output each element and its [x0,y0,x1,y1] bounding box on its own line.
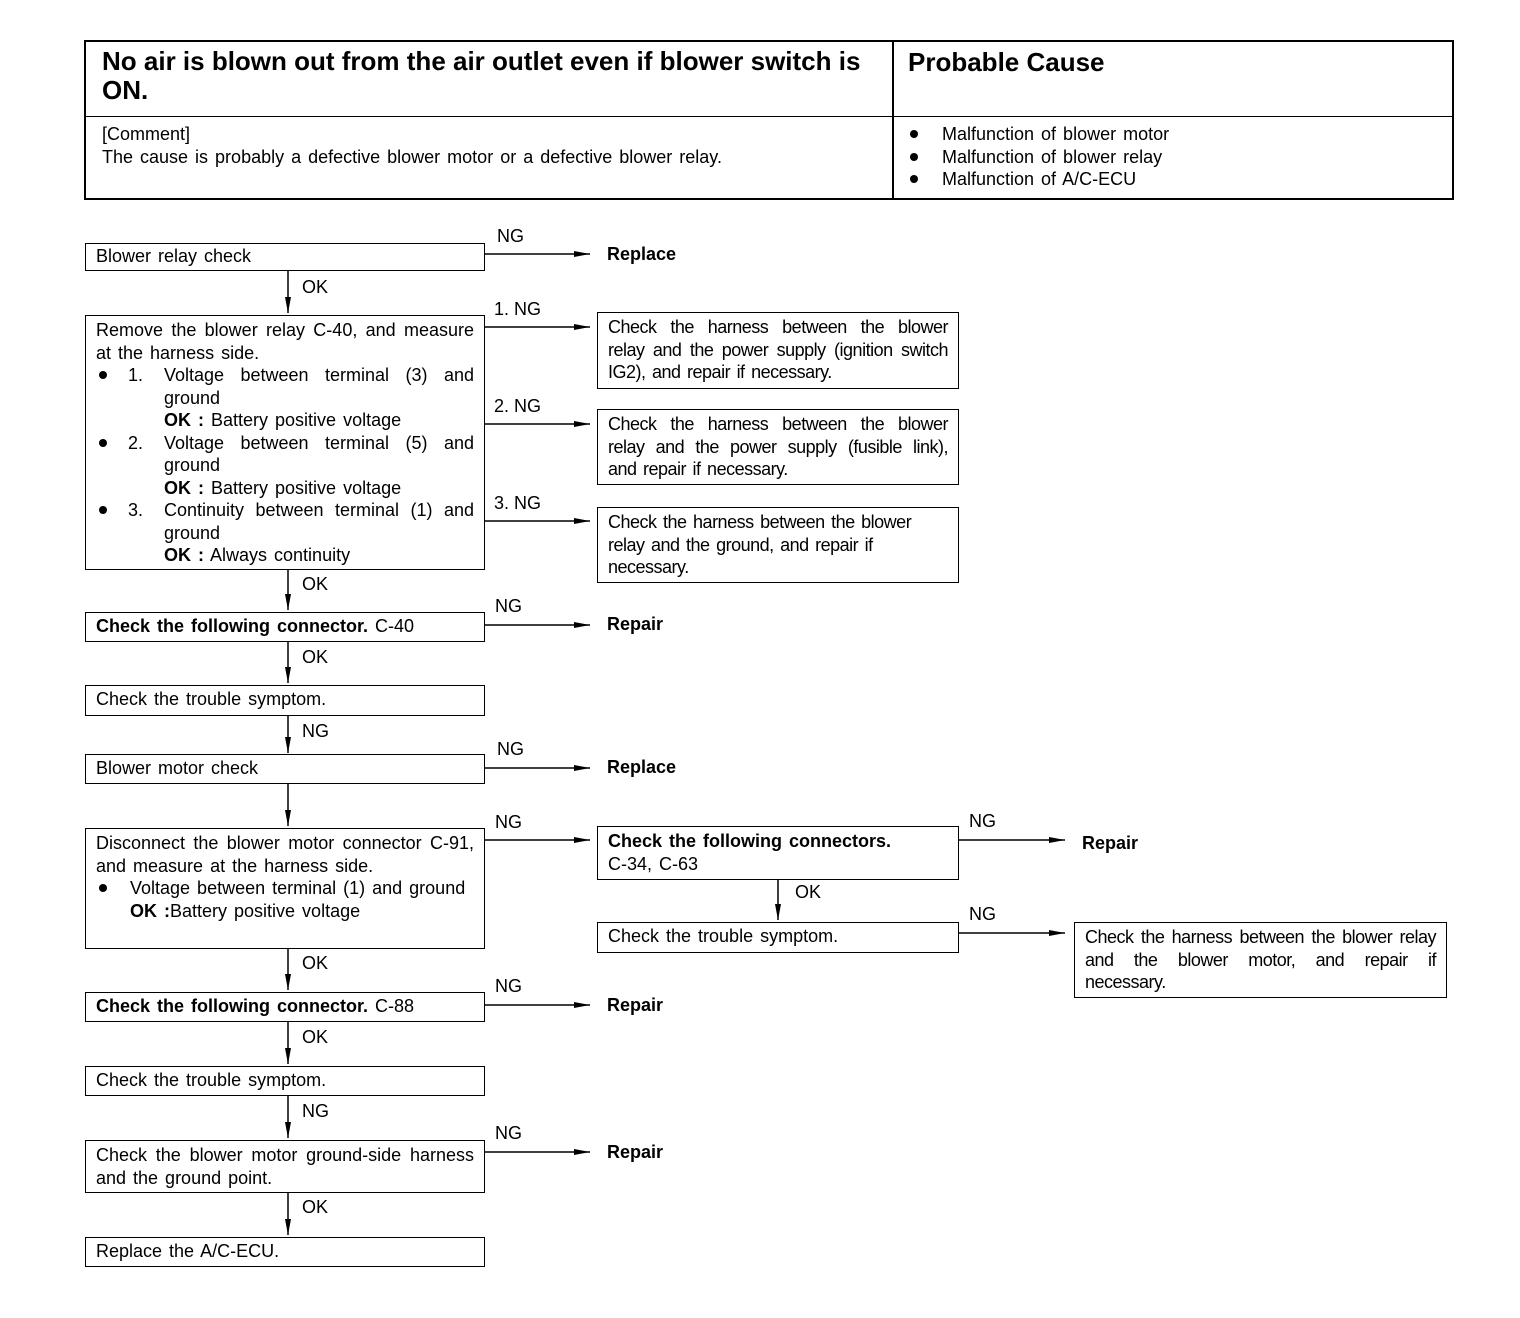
relay-measure-box [85,315,485,570]
connector-check-text: Check the following connector. [96,996,369,1016]
ok-criterion-text: Battery positive voltage [211,477,402,498]
trouble-symptom-box-1: Check the trouble symptom. [85,685,485,716]
replace-result: Replace [607,244,677,264]
comment-label: [Comment] [102,124,191,144]
repair-result: Repair [1082,833,1139,853]
relay-measure-intro: Remove the blower relay C-40, and measure at the harness side. [96,320,474,363]
ok-label: OK [302,1027,329,1047]
ng-label: NG [302,1101,329,1121]
ok-criterion-label: OK : [164,410,204,430]
ok-label: OK [302,1197,329,1217]
connector-check-c40-box [85,612,485,642]
connector-code: C-88 [375,996,415,1016]
replace-result: Replace [607,757,677,777]
connector-codes: C-34, C-63 [608,853,699,874]
ng-label: NG [495,812,522,832]
trouble-symptom-box-3: Check the trouble symptom. [85,1066,485,1096]
repair-result: Repair [607,995,664,1015]
relay-ng2-box: Check the harness between the blower relay and the power supply (fusible link), and repair if necessary. [597,409,959,485]
replace-ecu-box: Replace the A/C-ECU. [85,1237,485,1267]
connectors-check-text: Check the following connectors. [608,831,892,851]
ng-label: NG [497,739,524,759]
repair-result: Repair [607,1142,664,1162]
ok-criterion-label: OK : [164,477,204,498]
ng-label: NG [969,904,996,924]
probable-cause-heading: Probable Cause [908,47,1105,77]
harness-relay-motor-box: Check the harness between the blower relay and the blower motor, and repair if necessary. [1074,922,1447,998]
ok-criterion [96,477,474,500]
repair-result: Repair [607,614,664,634]
ng-label: 3. NG [494,493,542,513]
ok-label: OK [302,574,329,594]
ok-label: OK [302,647,329,667]
ng-label: NG [969,811,996,831]
ng-label: NG [495,596,522,616]
motor-measure-intro: Disconnect the blower motor connector C-91, and measure at the harness side. [96,833,474,876]
item-number: 2. [128,432,144,453]
ok-criterion [96,544,474,567]
ok-label: OK [302,277,329,297]
ng-label: 2. NG [494,396,542,416]
ok-label: OK [795,882,822,902]
ng-label: NG [302,721,329,741]
comment-text: The cause is probably a defective blower motor or a defective blower relay. [102,147,722,167]
ok-criterion-label: OK : [164,545,204,565]
relay-ng1-box: Check the harness between the blower relay and the power supply (ignition switch IG2), and repair if necessary. [597,312,959,389]
relay-measure-item [96,364,474,409]
ok-label: OK [302,953,329,973]
ok-criterion [96,900,474,923]
ng-label: 1. NG [494,299,542,319]
relay-measure-item [96,499,474,544]
motor-measure-item: Voltage between terminal (1) and ground [96,877,474,900]
trouble-symptom-box-2: Check the trouble symptom. [597,922,959,953]
blower-motor-check-box: Blower motor check [85,754,485,784]
symptom-title: No air is blown out from the air outlet even if blower switch is ON. [102,46,861,105]
item-text: Voltage between terminal (5) and ground [164,432,474,475]
ng-label: NG [495,1123,522,1143]
cause-item: Malfunction of A/C-ECU [908,168,1169,191]
item-text: Voltage between terminal (3) and ground [164,365,474,408]
cause-item: Malfunction of blower relay [908,146,1169,169]
ng-label: NG [495,976,522,996]
ok-criterion-label: OK : [130,900,170,921]
ng-label: NG [497,226,524,246]
connector-check-text: Check the following connector. [96,616,369,636]
blower-relay-check-box: Blower relay check [85,243,485,271]
connectors-check-box [597,826,959,880]
ok-criterion-text: Battery positive voltage [170,900,361,921]
relay-measure-item [96,432,474,477]
cause-item: Malfunction of blower motor [908,123,1169,146]
ok-criterion-text: Battery positive voltage [211,410,402,430]
relay-ng3-box: Check the harness between the blower relay and the ground, and repair if necessary. [597,507,959,583]
ok-criterion [96,409,474,432]
motor-measure-box [85,828,485,949]
connector-code: C-40 [375,616,415,636]
item-number: 1. [128,365,144,385]
item-number: 3. [128,500,144,520]
connector-check-c88-box [85,992,485,1022]
ground-harness-box: Check the blower motor ground-side harness and the ground point. [85,1140,485,1193]
ok-criterion-text: Always continuity [210,545,351,565]
item-text: Continuity between terminal (1) and ground [164,500,474,543]
